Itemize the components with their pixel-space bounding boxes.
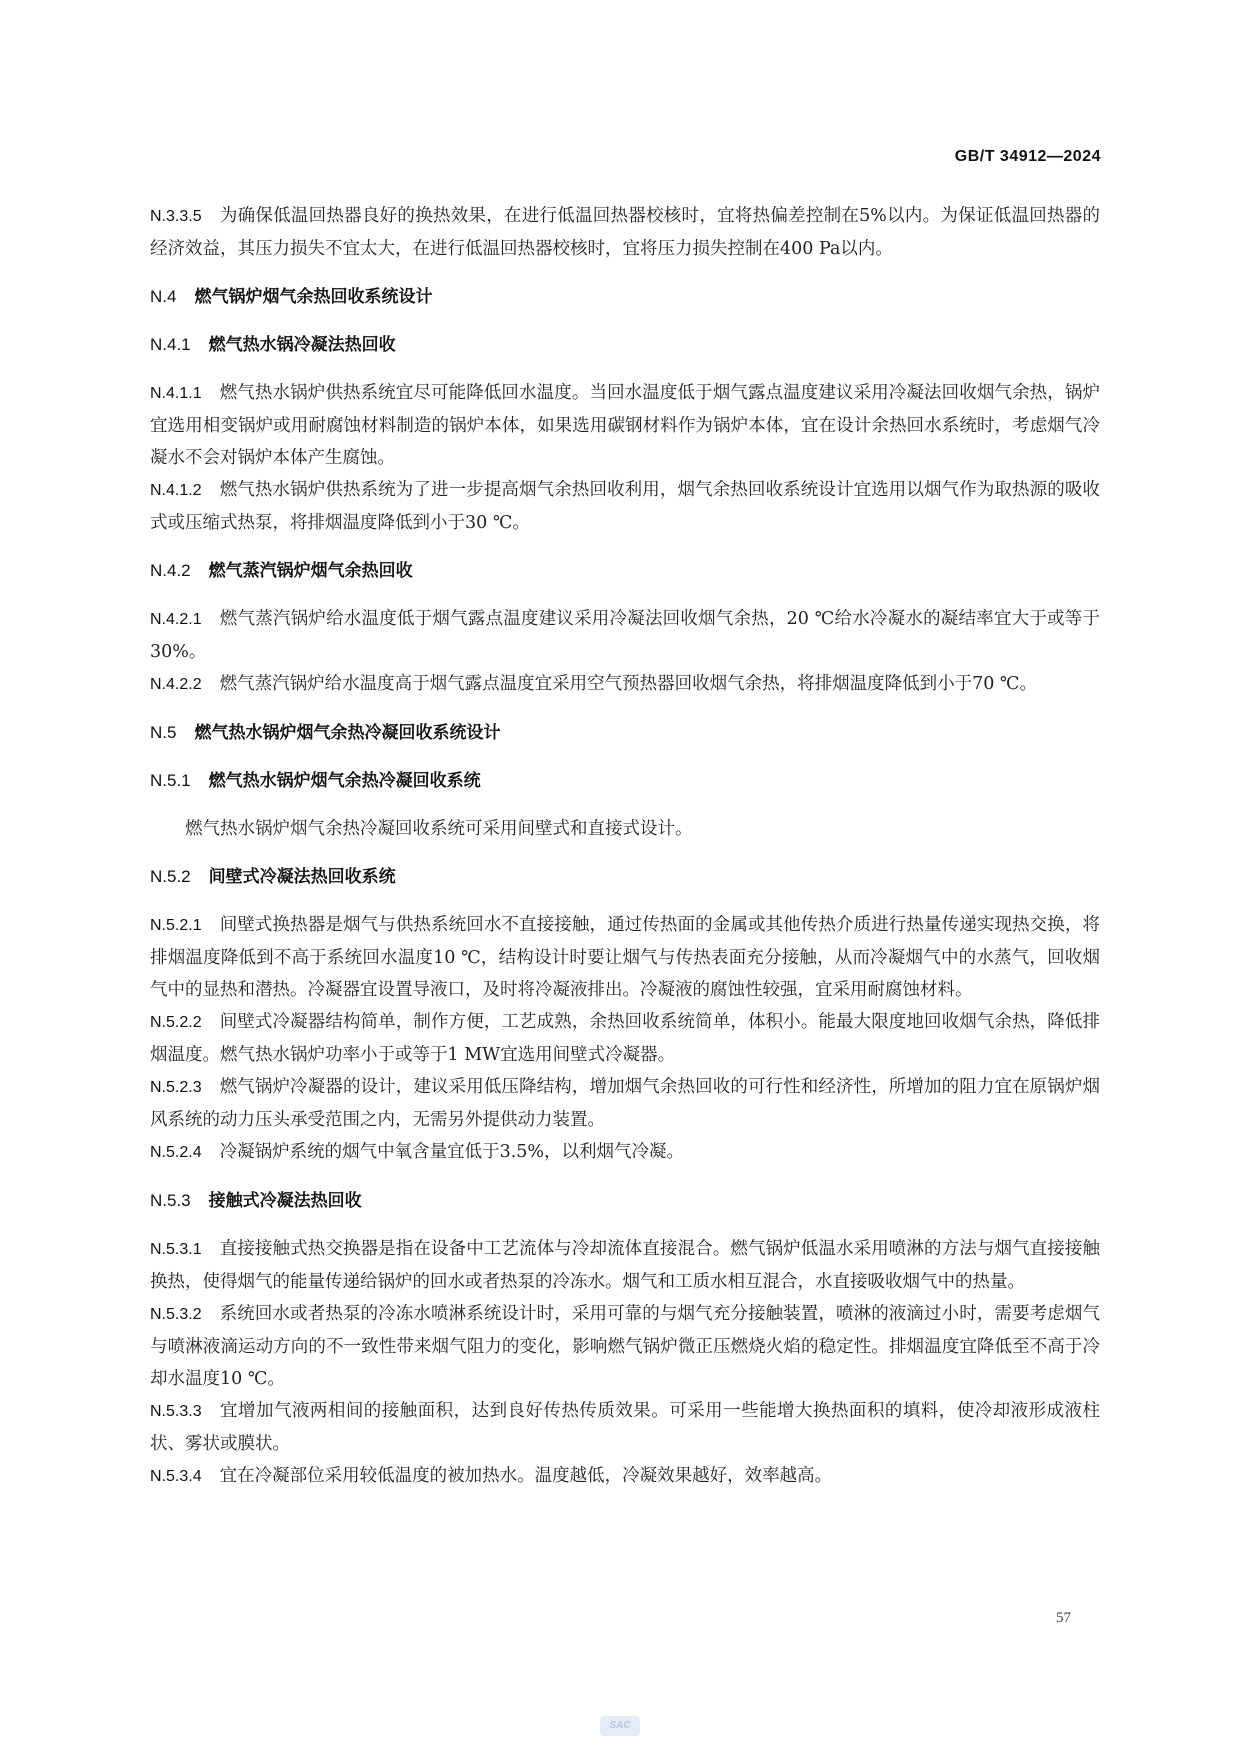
section-heading-n-4: [150, 281, 1100, 313]
heading-text: 燃气热水锅炉烟气余热冷凝回收系统: [208, 771, 481, 790]
section-heading-n-5-3: [150, 1185, 1100, 1217]
clause-number: N.4.2.2: [150, 676, 202, 693]
clause-text: 为确保低温回热器良好的换热效果，在进行低温回热器校核时，宜将热偏差控制在5%以内。为保证低温回热器的经济效益，其压力损失不宜太大，在进行低温回热器校核时，宜将压力损失控制在400 Pa以内。: [150, 206, 1100, 259]
clause-number: N.3.3.5: [150, 208, 202, 225]
clause-n-4-2-2: [150, 668, 1100, 701]
clause-number: N.5.2.1: [150, 917, 202, 934]
clause-text: 间壁式换热器是烟气与供热系统回水不直接接触，通过传热面的金属或其他传热介质进行热量传递实现热交换，将排烟温度降低到不高于系统回水温度10 ℃，结构设计时要让烟气与传热表面充分接触，从而冷凝烟气中的水蒸气，回收烟气中的显热和潜热。冷凝器宜设置导液口，及时将冷凝液排出。冷凝液的腐蚀性较强，宜采用耐腐蚀材料。: [150, 915, 1100, 1000]
clause-number: N.4.1.2: [150, 482, 202, 499]
heading-text: 燃气锅炉烟气余热回收系统设计: [194, 287, 433, 306]
clause-n-5-3-2: [150, 1298, 1100, 1395]
clause-number: N.5.2.2: [150, 1014, 202, 1031]
heading-number: N.5.1: [150, 771, 191, 790]
clause-text: 燃气锅炉冷凝器的设计，建议采用低压降结构，增加烟气余热回收的可行性和经济性，所增加的阻力宜在原锅炉烟风系统的动力压头承受范围之内，无需另外提供动力装置。: [150, 1077, 1100, 1130]
section-heading-n-4-2: [150, 555, 1100, 587]
heading-number: N.5: [150, 723, 177, 742]
clause-n-4-1-1: [150, 377, 1100, 474]
clause-n-5-3-3: [150, 1395, 1100, 1460]
clause-n-5-3-1: [150, 1233, 1100, 1298]
heading-text: 间壁式冷凝法热回收系统: [208, 867, 396, 886]
clause-n-5-2-3: [150, 1071, 1100, 1136]
clause-number: N.5.3.1: [150, 1241, 202, 1258]
clause-text: 冷凝锅炉系统的烟气中氧含量宜低于3.5%，以利烟气冷凝。: [219, 1142, 685, 1162]
clause-text: 燃气蒸汽锅炉给水温度高于烟气露点温度宜采用空气预热器回收烟气余热，将排烟温度降低到小于70 ℃。: [219, 674, 1037, 694]
section-heading-n-5-2: [150, 861, 1100, 893]
heading-text: 燃气热水锅冷凝法热回收: [208, 335, 396, 354]
document-body: [150, 200, 1100, 1493]
clause-number: N.5.3.3: [150, 1403, 202, 1420]
clause-n-5-2-2: [150, 1006, 1100, 1071]
heading-number: N.4.1: [150, 335, 191, 354]
clause-number: N.5.3.2: [150, 1306, 202, 1323]
clause-n-4-2-1: [150, 603, 1100, 668]
clause-text: 间壁式冷凝器结构简单，制作方便，工艺成熟，余热回收系统简单，体积小。能最大限度地回收烟气余热，降低排烟温度。燃气热水锅炉功率小于或等于1 MW宜选用间壁式冷凝器。: [150, 1012, 1100, 1065]
clause-n-5-2-1: [150, 909, 1100, 1006]
clause-n-4-1-2: [150, 474, 1100, 539]
heading-text: 接触式冷凝法热回收: [208, 1191, 362, 1210]
heading-text: 燃气蒸汽锅炉烟气余热回收: [208, 561, 413, 580]
clause-text: 燃气热水锅炉供热系统为了进一步提高烟气余热回收利用，烟气余热回收系统设计宜选用以烟气作为取热源的吸收式或压缩式热泵，将排烟温度降低到小于30 ℃。: [150, 480, 1100, 533]
standard-code-header: GB/T 34912—2024: [954, 148, 1101, 165]
clause-text: 系统回水或者热泵的冷冻水喷淋系统设计时，采用可靠的与烟气充分接触装置，喷淋的液滴过小时，需要考虑烟气与喷淋液滴运动方向的不一致性带来烟气阻力的变化，影响燃气锅炉微正压燃烧火焰的稳定性。排烟温度宜降低至不高于冷却水温度10 ℃。: [150, 1304, 1100, 1389]
sac-watermark-logo: SAC: [600, 1716, 640, 1736]
clause-n-5-2-4: [150, 1136, 1100, 1169]
heading-number: N.5.3: [150, 1191, 191, 1210]
clause-number: N.4.2.1: [150, 611, 202, 628]
clause-text: 宜增加气液两相间的接触面积，达到良好传热传质效果。可采用一些能增大换热面积的填料，使冷却液形成液柱状、雾状或膜状。: [150, 1401, 1100, 1454]
section-heading-n-4-1: [150, 329, 1100, 361]
clause-n-3-3-5: [150, 200, 1100, 265]
heading-text: 燃气热水锅炉烟气余热冷凝回收系统设计: [194, 723, 501, 742]
clause-text: 宜在冷凝部位采用较低温度的被加热水。温度越低，冷凝效果越好，效率越高。: [219, 1466, 833, 1486]
clause-text: 燃气蒸汽锅炉给水温度低于烟气露点温度建议采用冷凝法回收烟气余热，20 ℃给水冷凝水的凝结率宜大于或等于30%。: [150, 609, 1100, 662]
clause-number: N.5.2.4: [150, 1144, 202, 1161]
body-paragraph: [150, 813, 1100, 845]
clause-number: N.5.3.4: [150, 1468, 202, 1485]
clause-number: N.4.1.1: [150, 385, 202, 402]
section-heading-n-5-1: [150, 765, 1100, 797]
section-heading-n-5: [150, 717, 1100, 749]
heading-number: N.4.2: [150, 561, 191, 580]
heading-number: N.5.2: [150, 867, 191, 886]
clause-number: N.5.2.3: [150, 1079, 202, 1096]
paragraph-text: 燃气热水锅炉烟气余热冷凝回收系统可采用间壁式和直接式设计。: [185, 819, 693, 839]
clause-n-5-3-4: [150, 1460, 1100, 1493]
clause-text: 直接接触式热交换器是指在设备中工艺流体与冷却流体直接混合。燃气锅炉低温水采用喷淋的方法与烟气直接接触换热，使得烟气的能量传递给锅炉的回水或者热泵的冷冻水。烟气和工质水相互混合，水直接吸收烟气中的热量。: [150, 1239, 1100, 1292]
clause-text: 燃气热水锅炉供热系统宜尽可能降低回水温度。当回水温度低于烟气露点温度建议采用冷凝法回收烟气余热，锅炉宜选用相变锅炉或用耐腐蚀材料制造的锅炉本体，如果选用碳钢材料作为锅炉本体，宜在设计余热回水系统时，考虑烟气冷凝水不会对锅炉本体产生腐蚀。: [150, 383, 1100, 468]
heading-number: N.4: [150, 287, 177, 306]
page-number: 57: [1056, 1610, 1071, 1626]
